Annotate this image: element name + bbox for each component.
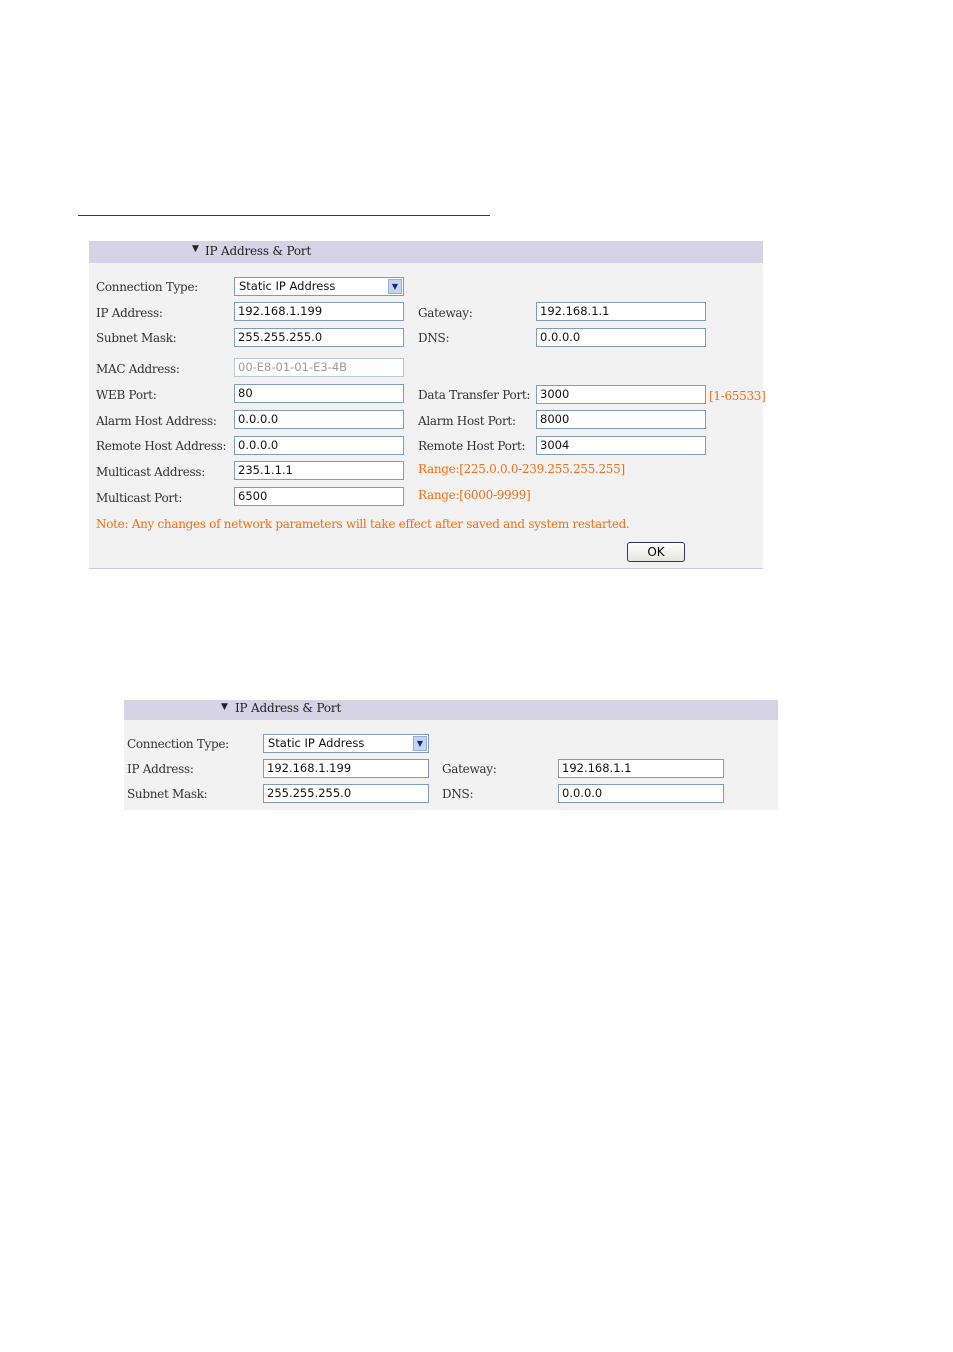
dns-label: DNS:	[418, 331, 450, 345]
restart-note: Note: Any changes of network parameters will take effect after saved and system restarted.	[96, 517, 630, 531]
connection-type-select[interactable]	[263, 734, 429, 753]
ok-button[interactable]: OK	[627, 542, 685, 562]
data-transfer-port-label: Data Transfer Port:	[418, 388, 531, 402]
ip-address-input[interactable]: 192.168.1.199	[234, 302, 404, 321]
dns-input[interactable]: 0.0.0.0	[558, 784, 724, 803]
port-range-hint: [1-65533]	[709, 389, 766, 403]
panel-header[interactable]	[89, 241, 763, 263]
gateway-label: Gateway:	[418, 306, 473, 320]
triangle-down-icon: ▼	[192, 244, 199, 254]
web-port-label: WEB Port:	[96, 388, 157, 402]
underline-rule	[78, 215, 490, 216]
remote-host-address-label: Remote Host Address:	[96, 439, 227, 453]
mac-address-input: 00-E8-01-01-E3-4B	[234, 358, 404, 377]
multicast-port-label: Multicast Port:	[96, 491, 183, 505]
gateway-label: Gateway:	[442, 762, 497, 776]
alarm-host-port-label: Alarm Host Port:	[418, 414, 516, 428]
connection-type-label: Connection Type:	[96, 280, 198, 294]
alarm-host-address-input[interactable]: 0.0.0.0	[234, 410, 404, 429]
multicast-address-label: Multicast Address:	[96, 465, 206, 479]
multicast-address-range-hint: Range:[225.0.0.0-239.255.255.255]	[418, 462, 625, 476]
subnet-mask-label: Subnet Mask:	[96, 331, 177, 345]
subnet-mask-input[interactable]: 255.255.255.0	[234, 328, 404, 347]
remote-host-port-label: Remote Host Port:	[418, 439, 526, 453]
alarm-host-address-label: Alarm Host Address:	[96, 414, 217, 428]
mac-address-label: MAC Address:	[96, 362, 180, 376]
panel-title: IP Address & Port	[205, 244, 312, 258]
chevron-down-icon[interactable]: ▼	[413, 736, 427, 751]
triangle-down-icon: ▼	[221, 702, 228, 712]
multicast-port-range-hint: Range:[6000-9999]	[418, 488, 531, 502]
connection-type-select[interactable]	[234, 277, 404, 296]
ip-address-label: IP Address:	[127, 762, 194, 776]
chevron-down-icon[interactable]: ▼	[388, 279, 402, 294]
remote-host-address-input[interactable]: 0.0.0.0	[234, 436, 404, 455]
gateway-input[interactable]: 192.168.1.1	[558, 759, 724, 778]
ip-address-input[interactable]: 192.168.1.199	[263, 759, 429, 778]
connection-type-value: Static IP Address	[268, 736, 365, 750]
multicast-port-input[interactable]: 6500	[234, 487, 404, 506]
gateway-input[interactable]: 192.168.1.1	[536, 302, 706, 321]
subnet-mask-input[interactable]: 255.255.255.0	[263, 784, 429, 803]
panel-title: IP Address & Port	[235, 701, 342, 715]
ip-address-label: IP Address:	[96, 306, 163, 320]
connection-type-value: Static IP Address	[239, 279, 336, 293]
remote-host-port-input[interactable]: 3004	[536, 436, 706, 455]
panel-header[interactable]	[124, 700, 778, 720]
subnet-mask-label: Subnet Mask:	[127, 787, 208, 801]
dns-label: DNS:	[442, 787, 474, 801]
alarm-host-port-input[interactable]: 8000	[536, 410, 706, 429]
data-transfer-port-input[interactable]: 3000	[536, 385, 706, 404]
ip-address-port-panel	[89, 241, 766, 569]
web-port-input[interactable]: 80	[234, 384, 404, 403]
dns-input[interactable]: 0.0.0.0	[536, 328, 706, 347]
multicast-address-input[interactable]: 235.1.1.1	[234, 461, 404, 480]
ip-address-port-panel-excerpt	[124, 700, 778, 810]
connection-type-label: Connection Type:	[127, 737, 229, 751]
